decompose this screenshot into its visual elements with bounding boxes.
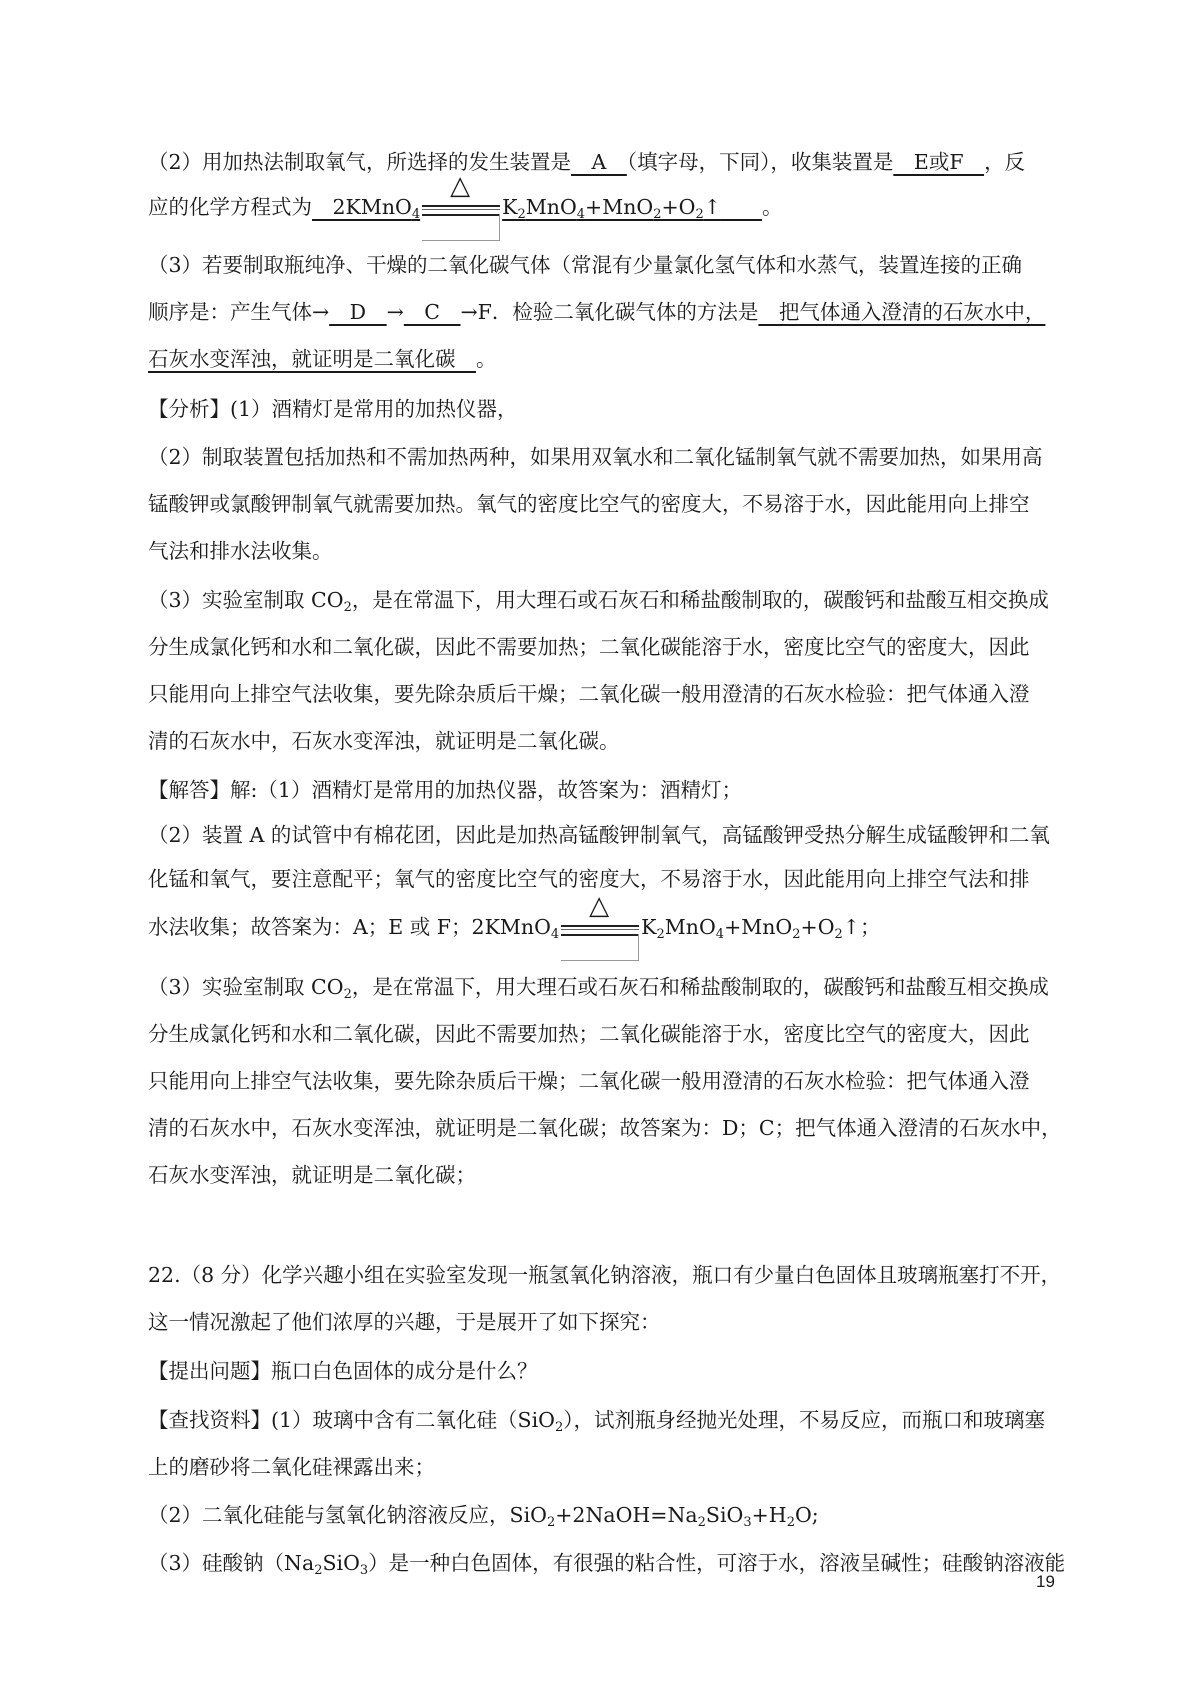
text-line: 清的石灰水中，石灰水变浑浊，就证明是二氧化碳。 (148, 729, 620, 753)
text-line: 分生成氯化钙和水和二氧化碳，因此不需要加热；二氧化碳能溶于水，密度比空气的密度大，因此 (148, 1022, 1030, 1046)
answer-blank-equation: 2KMnO$_4$ △ $K_2MnO_4+MnO_2+O_2↑$ (312, 195, 762, 219)
answer-line-3: 顺序是：产生气体→ D → C →F．检验二氧化碳气体的方法是 把气体通入澄清的石灰水中， (148, 300, 1046, 324)
answer-line-3b: 石灰水变浑浊，就证明是二氧化碳 。 (148, 347, 497, 371)
text-line: 只能用向上排空气法收集，要先除杂质后干燥；二氧化碳一般用澄清的石灰水检验：把气体通入澄 (148, 1069, 1030, 1093)
page-number: 19 (1036, 1572, 1055, 1591)
answer-blank: D (329, 300, 387, 324)
text-line: 石灰水变浑浊，就证明是二氧化碳； (148, 1163, 476, 1187)
answer-line-2: （2）用加热法制取氧气，所选择的发生装置是 A （填字母，下同），收集装置是 E或F ，反 (148, 150, 1026, 174)
answer-blank: E或F (893, 150, 985, 174)
text-line: 【提出问题】瓶口白色固体的成分是什么？ (148, 1359, 538, 1383)
text-line: 锰酸钾或氯酸钾制氧气就需要加热。氧气的密度比空气的密度大，不易溶于水，因此能用向上排空 (148, 492, 1030, 516)
text-line: 分生成氯化钙和水和二氧化碳，因此不需要加热；二氧化碳能溶于水，密度比空气的密度大，因此 (148, 635, 1030, 659)
text-line: （2）二氧化硅能与氢氧化钠溶液反应，$SiO_2+2NaOH=Na_2SiO_3+H_2O$; (148, 1503, 819, 1530)
answer-blank: 把气体通入澄清的石灰水中， (758, 300, 1046, 324)
answer-blank: C (403, 300, 461, 324)
text-line: 只能用向上排空气法收集，要先除杂质后干燥；二氧化碳一般用澄清的石灰水检验：把气体通入澄 (148, 682, 1030, 706)
text-line: （3）实验室制取 $CO_2$，是在常温下，用大理石或石灰石和稀盐酸制取的，碳酸钙和盐酸互相交换成 (148, 588, 1049, 615)
text-line: 上的磨砂将二氧化硅裸露出来； (148, 1455, 435, 1479)
heating-condition-sign (561, 891, 639, 943)
text-line: （2）制取装置包括加热和不需加热两种，如果用双氧水和二氧化锰制氧气就不需要加热，如果用高 (148, 445, 1043, 469)
answer-blank: A (571, 150, 627, 174)
text-line: 气法和排水法收集。 (148, 539, 333, 563)
equation-line: 水法收集；故答案为：A；E 或 F；2KMnO$_4$ △ $K_2MnO_4+MnO_2+O_2↑$； (148, 910, 1060, 944)
answer-blank: 石灰水变浑浊，就证明是二氧化碳 (148, 347, 476, 371)
text-line: 清的石灰水中，石灰水变浑浊，就证明是二氧化碳；故答案为：D；C；把气体通入澄清的石灰水中， (148, 1116, 1062, 1140)
text-line: 【查找资料】(1）玻璃中含有二氧化硅（SiO$_2$），试剂瓶身经抛光处理，不易反应，而瓶口和玻璃塞 (148, 1408, 1045, 1435)
analysis-heading-line: 【分析】(1）酒精灯是常用的加热仪器， (148, 397, 518, 421)
text-line: （3）若要制取瓶纯净、干燥的二氧化碳气体（常混有少量氯化氢气体和水蒸气，装置连接的正确 (148, 253, 1023, 277)
text-line: （2）装置 A 的试管中有棉花团，因此是加热高锰酸钾制氧气，高锰酸钾受热分解生成锰酸钾和二氧 (148, 823, 1050, 847)
text-line: （3）硅酸钠$(Na_2SiO_3)$是一种白色固体，有很强的粘合性，可溶于水，溶液呈碱性；硅酸钠溶液能 (148, 1551, 1066, 1578)
text-line: （3）实验室制取 $CO_2$，是在常温下，用大理石或石灰石和稀盐酸制取的，碳酸钙和盐酸互相交换成 (148, 975, 1049, 1002)
equation-line: 应的化学方程式为 2KMnO$_4$ △ $K_2MnO_4+MnO_2+O_2↑$ 。 (148, 190, 1060, 224)
question-22-line: 22.（8 分）化学兴趣小组在实验室发现一瓶氢氧化钠溶液，瓶口有少量白色固体且玻璃瓶塞打不开， (148, 1263, 1062, 1287)
solution-heading-line: 【解答】解:（1）酒精灯是常用的加热仪器，故答案为：酒精灯； (148, 778, 742, 802)
delta-icon: △ (450, 171, 471, 201)
delta-icon: △ (589, 891, 610, 921)
heating-condition-sign (422, 171, 500, 223)
text-line: 这一情况激起了他们浓厚的兴趣，于是展开了如下探究： (148, 1310, 661, 1334)
text-line: 化锰和氧气，要注意配平；氧气的密度比空气的密度大，不易溶于水，因此能用向上排空气法和排 (148, 867, 1030, 891)
